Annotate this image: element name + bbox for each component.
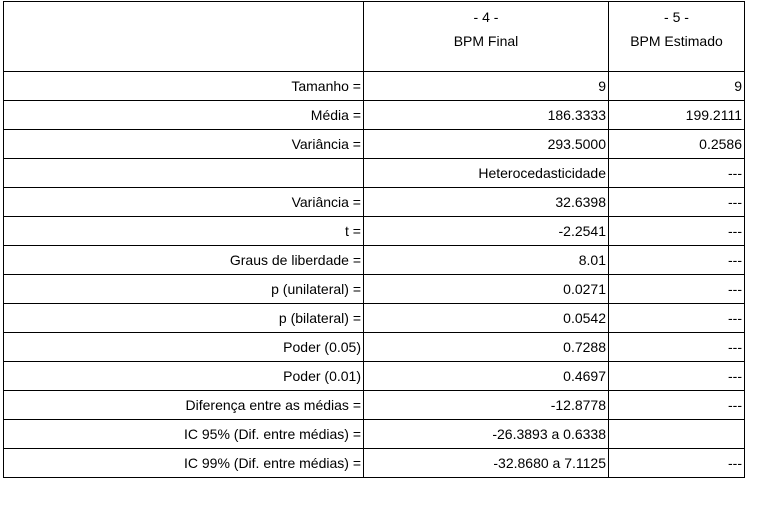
col4-name: BPM Final (453, 33, 519, 49)
value-col5: --- (609, 449, 745, 478)
value-col5: --- (609, 246, 745, 275)
row-label: Diferença entre as médias = (4, 391, 364, 420)
col4-number: - 4 - (473, 9, 499, 25)
value-col5: --- (609, 304, 745, 333)
table-row (4, 275, 745, 304)
value-col5: 0.2586 (609, 130, 745, 159)
value-col4: 0.7288 (364, 333, 609, 362)
row-label: IC 99% (Dif. entre médias) = (4, 449, 364, 478)
table-row (4, 333, 745, 362)
value-col5 (609, 420, 745, 449)
table-row (4, 362, 745, 391)
row-label: p (unilateral) = (4, 275, 364, 304)
value-col5: --- (609, 275, 745, 304)
table-row (4, 101, 745, 130)
table-row (4, 391, 745, 420)
col5-number: - 5 - (664, 9, 689, 25)
value-col4: Heterocedasticidade (364, 159, 609, 188)
header-blank-cell (4, 2, 364, 72)
row-label: Tamanho = (4, 72, 364, 101)
row-label: IC 95% (Dif. entre médias) = (4, 420, 364, 449)
table-row (4, 217, 745, 246)
row-label: p (bilateral) = (4, 304, 364, 333)
row-label: Variância = (4, 130, 364, 159)
row-label: Média = (4, 101, 364, 130)
row-label: t = (4, 217, 364, 246)
value-col4: -26.3893 a 0.6338 (364, 420, 609, 449)
value-col5: --- (609, 159, 745, 188)
value-col5: --- (609, 362, 745, 391)
header-row (4, 2, 745, 72)
table-row (4, 188, 745, 217)
table-row (4, 130, 745, 159)
table-row (4, 449, 745, 478)
row-label: Poder (0.05) (4, 333, 364, 362)
statistics-table (3, 1, 745, 478)
value-col5: 199.2111 (609, 101, 745, 130)
table-row (4, 246, 745, 275)
value-col4: -2.2541 (364, 217, 609, 246)
table-row (4, 304, 745, 333)
table-row (4, 72, 745, 101)
value-col4: -32.8680 a 7.1125 (364, 449, 609, 478)
value-col4: 293.5000 (364, 130, 609, 159)
value-col5: --- (609, 391, 745, 420)
table-row (4, 159, 745, 188)
value-col4: 0.4697 (364, 362, 609, 391)
value-col4: 32.6398 (364, 188, 609, 217)
value-col5: 9 (609, 72, 745, 101)
row-label: Graus de liberdade = (4, 246, 364, 275)
row-label: Variância = (4, 188, 364, 217)
value-col4: -12.8778 (364, 391, 609, 420)
col5-name: BPM Estimado (630, 33, 723, 49)
header-col5 (609, 2, 745, 72)
table-row (4, 420, 745, 449)
value-col4: 186.3333 (364, 101, 609, 130)
header-col4 (364, 2, 609, 72)
row-label: Poder (0.01) (4, 362, 364, 391)
value-col5: --- (609, 188, 745, 217)
row-label (4, 159, 364, 188)
value-col5: --- (609, 217, 745, 246)
value-col4: 0.0271 (364, 275, 609, 304)
value-col4: 9 (364, 72, 609, 101)
value-col4: 8.01 (364, 246, 609, 275)
value-col5: --- (609, 333, 745, 362)
value-col4: 0.0542 (364, 304, 609, 333)
